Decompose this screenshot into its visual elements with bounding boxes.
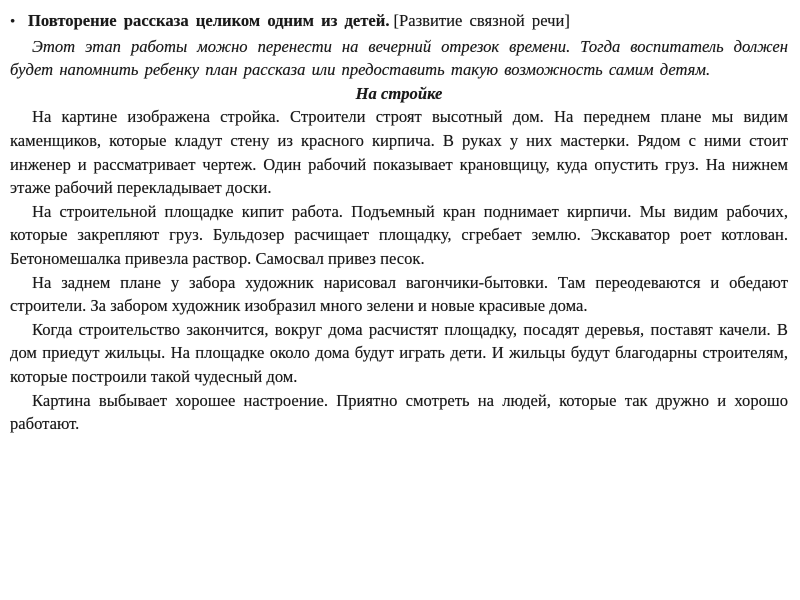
story-paragraph-2: На строительной площадке кипит работа. Подъемный кран поднимает кирпичи. Мы видим рабочих, которые закрепляют груз. Бульдозер расчищает площадку, сгребает землю. Экскаватор роет котлован. Бетономешалка привезла раствор. Самосвал привез песок. [10,201,788,268]
story-paragraph-1: На картине изображена стройка. Строители строят высотный дом. На переднем плане мы видим каменщиков, которые кладут стену из красного кирпича. В руках у них мастерки. Рядом с ними стоит инженер и рассматривает чертеж. Один рабочий показывает крановщицу, куда опустить груз. На нижнем этаже рабочий перекладывает доски. [10,107,788,198]
heading-bold-text: Повторение рассказа целиком одним из детей. [28,11,390,30]
heading-note: [Развитие связной речи] [393,11,570,30]
story-paragraph-4: Когда строительство закончится, вокруг дома расчистят площадку, посадят деревья, поставят качели. В дом приедут жильцы. На площадке около дома будут играть дети. И жильцы будут благодарны строителям, которые построили такой чудесный дом. [10,319,788,386]
section-heading [10,9,788,35]
bullet-marker: • [10,14,16,30]
intro-paragraph: Этот этап работы можно перенести на вечерний отрезок времени. Тогда воспитатель должен будет напомнить ребенку план рассказа или предоставить такую возможность самим детям. [10,36,788,80]
story-title: На стройке [355,83,443,103]
story-paragraph-3: На заднем плане у забора художник нарисовал вагончики-бытовки. Там переодеваются и обедают строители. За забором художник изобразил много зелени и новые красивые дома. [10,272,788,316]
slide-text-block [10,9,788,436]
story-paragraph-5: Картина выбывает хорошее настроение. Приятно смотреть на людей, которые так дружно и хорошо работают. [10,390,788,434]
